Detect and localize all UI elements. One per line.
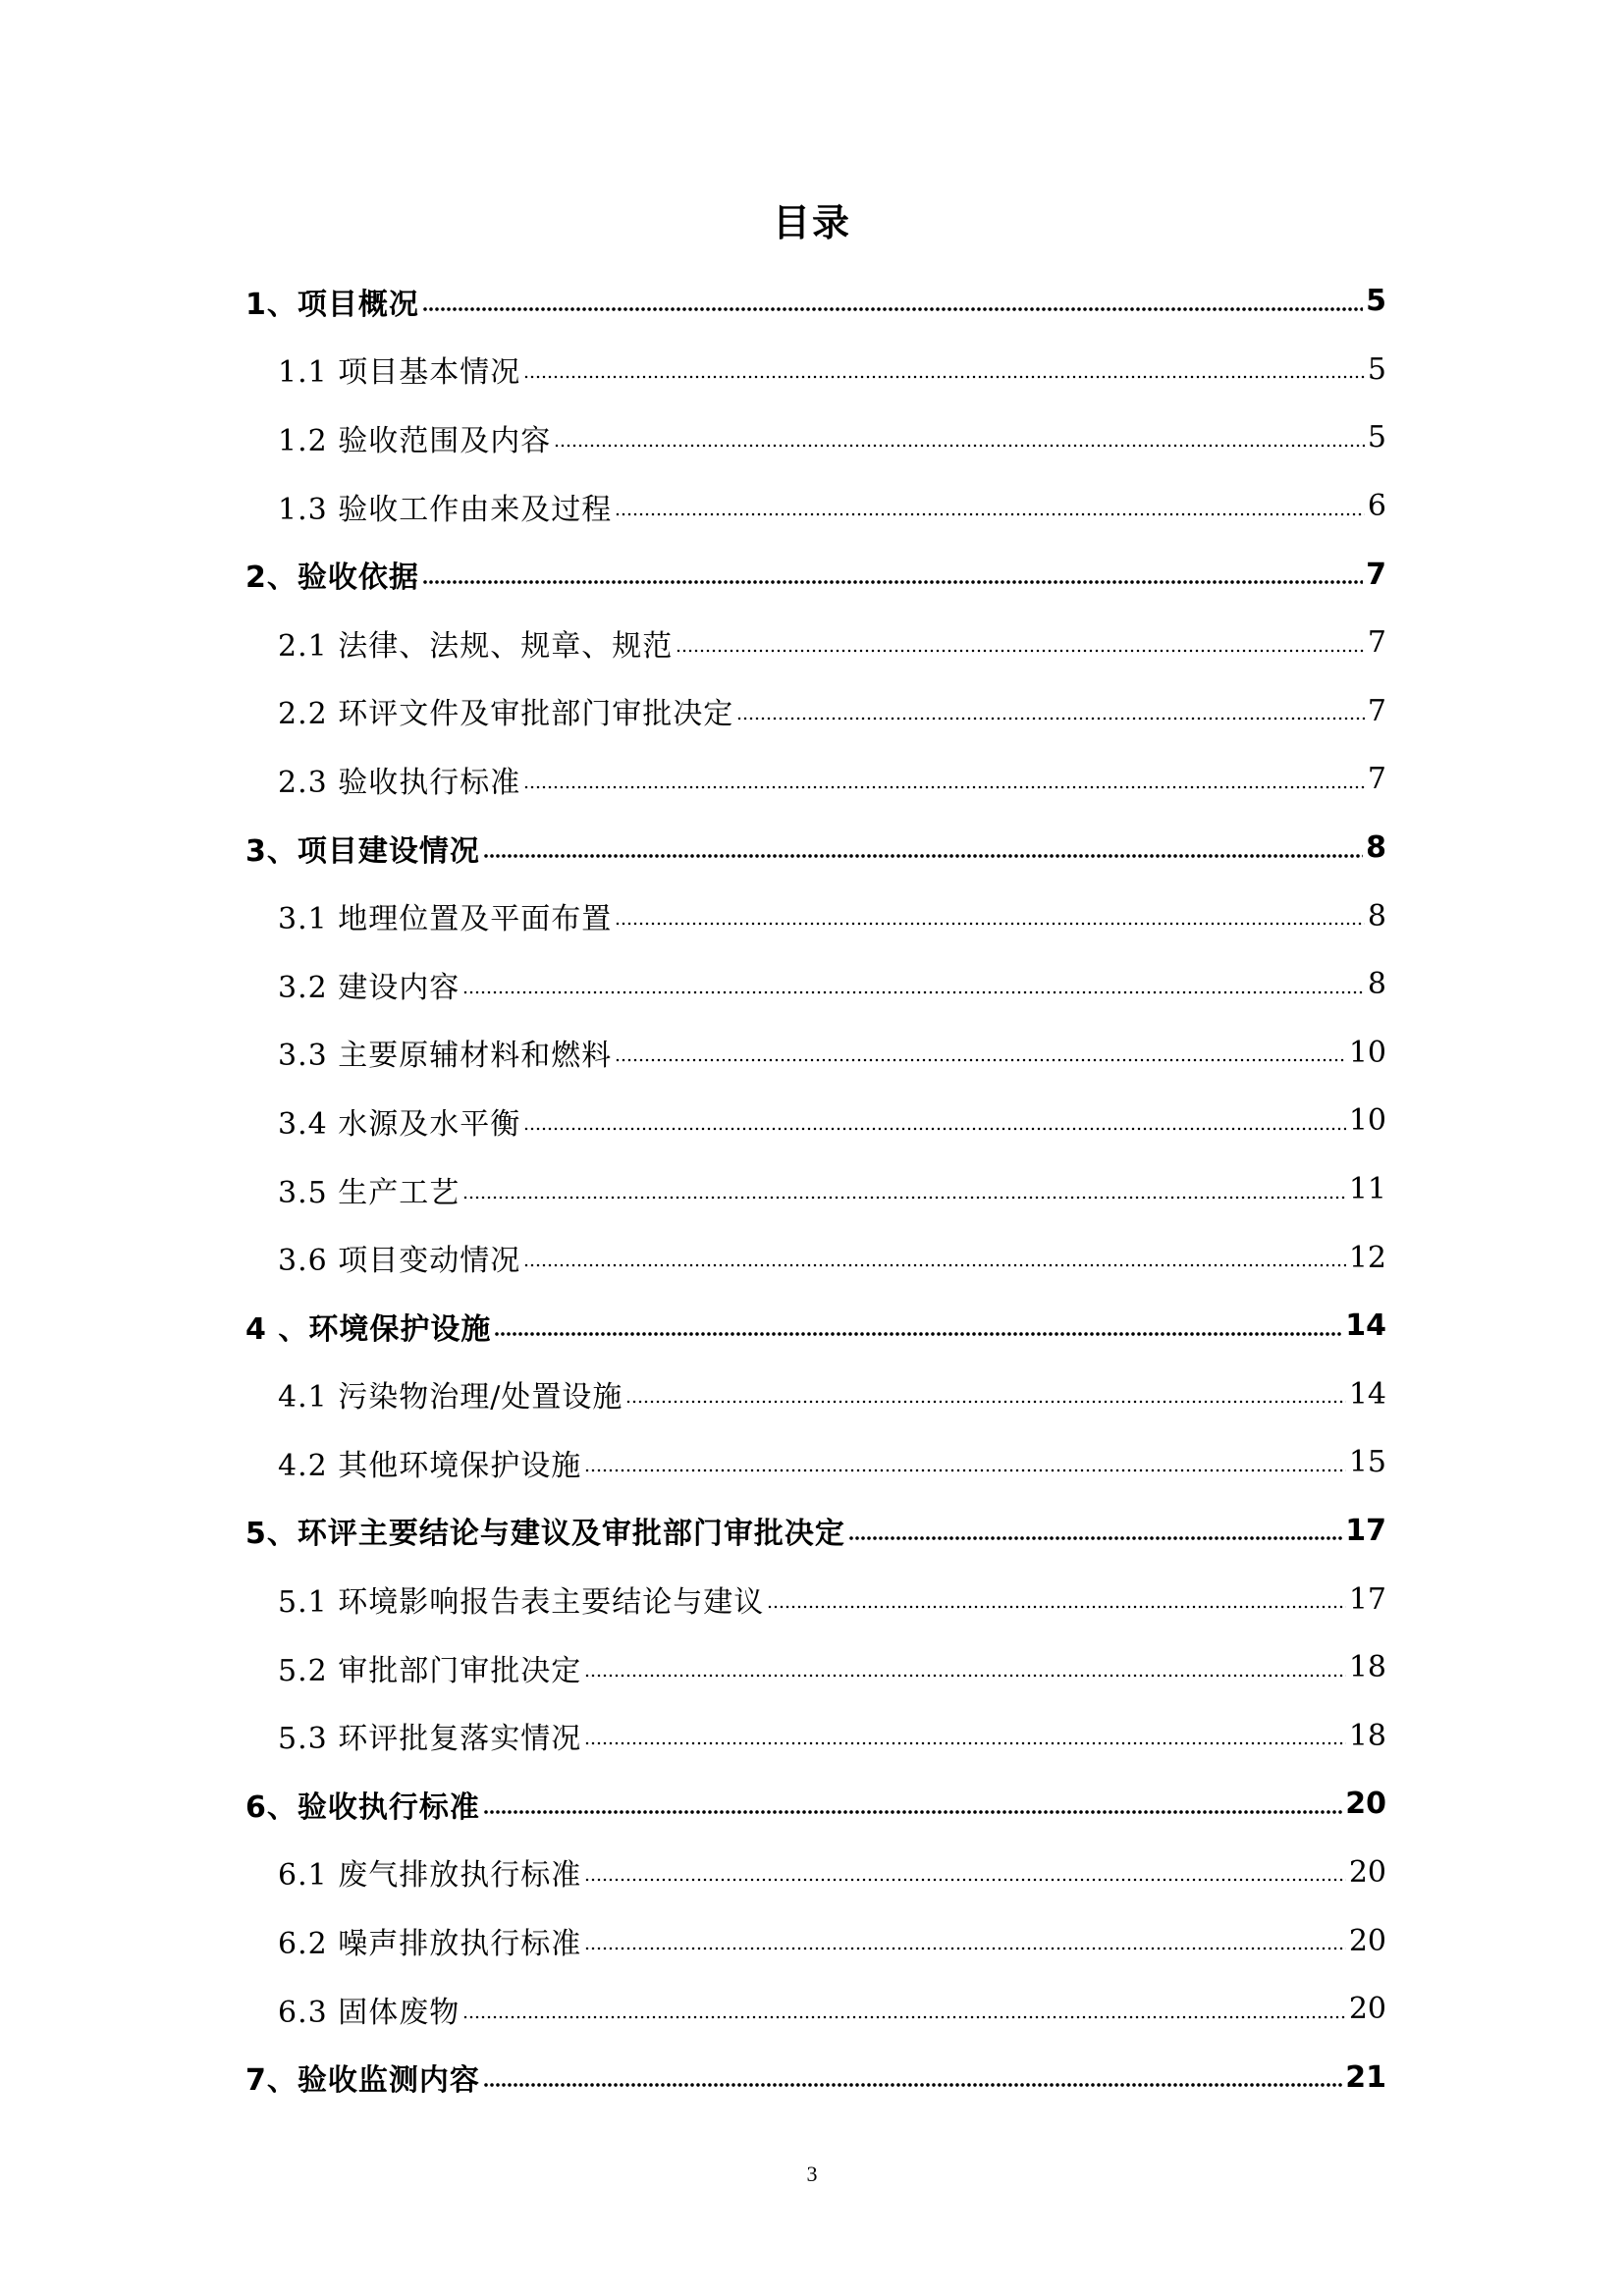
toc-entry-label: 1.3 验收工作由来及过程 bbox=[278, 492, 613, 527]
toc-dot-leader bbox=[462, 1193, 1346, 1202]
toc-entry-label: 5.3 环评批复落实情况 bbox=[278, 1722, 582, 1757]
toc-dot-leader bbox=[523, 372, 1365, 382]
toc-dot-leader bbox=[584, 1671, 1346, 1681]
toc-section-entry[interactable] bbox=[245, 1223, 1386, 1292]
toc-entry-page: 20 bbox=[1348, 1992, 1386, 2027]
toc-entry-page: 17 bbox=[1345, 1513, 1386, 1548]
toc-dot-leader bbox=[483, 851, 1363, 861]
toc-section-entry[interactable] bbox=[245, 1975, 1386, 2044]
toc-entry-label: 1、项目概况 bbox=[245, 287, 419, 322]
toc-chapter-entry[interactable] bbox=[245, 2043, 1386, 2111]
toc-entry-label: 1.1 项目基本情况 bbox=[278, 355, 521, 391]
toc-entry-page: 8 bbox=[1366, 830, 1386, 866]
toc-dot-leader bbox=[615, 509, 1365, 519]
toc-entry-page: 18 bbox=[1348, 1718, 1386, 1753]
toc-entry-page: 20 bbox=[1345, 1787, 1386, 1822]
toc-dot-leader bbox=[584, 1738, 1346, 1748]
toc-entry-label: 4.1 污染物治理/处置设施 bbox=[278, 1380, 623, 1415]
toc-dot-leader bbox=[615, 919, 1365, 929]
toc-section-entry[interactable] bbox=[245, 1633, 1386, 1702]
toc-dot-leader bbox=[625, 1397, 1345, 1407]
toc-section-entry[interactable] bbox=[245, 403, 1386, 472]
toc-dot-leader bbox=[462, 988, 1365, 997]
toc-entry-page: 21 bbox=[1345, 2059, 1386, 2095]
toc-section-entry[interactable] bbox=[245, 677, 1386, 746]
toc-dot-leader bbox=[494, 1329, 1342, 1339]
toc-entry-page: 10 bbox=[1348, 1035, 1386, 1070]
toc-dot-leader bbox=[523, 1260, 1346, 1270]
toc-entry-label: 3.4 水源及水平衡 bbox=[278, 1106, 521, 1142]
toc-dot-leader bbox=[483, 1807, 1342, 1817]
page-number: 3 bbox=[806, 2162, 818, 2186]
toc-section-entry[interactable] bbox=[245, 1361, 1386, 1429]
toc-entry-page: 7 bbox=[1367, 762, 1386, 797]
toc-dot-leader bbox=[736, 714, 1365, 723]
toc-entry-label: 3.5 生产工艺 bbox=[278, 1175, 460, 1210]
toc-entry-page: 5 bbox=[1367, 351, 1386, 387]
toc-entry-label: 3.1 地理位置及平面布置 bbox=[278, 902, 613, 937]
toc-section-entry[interactable] bbox=[245, 1906, 1386, 1975]
table-of-contents bbox=[245, 267, 1386, 2111]
toc-entry-page: 8 bbox=[1367, 967, 1386, 1002]
toc-chapter-entry[interactable] bbox=[245, 1770, 1386, 1839]
toc-entry-label: 6.3 固体废物 bbox=[278, 1995, 460, 2030]
toc-entry-label: 3.2 建设内容 bbox=[278, 970, 460, 1005]
toc-entry-page: 7 bbox=[1367, 693, 1386, 728]
toc-entry-label: 2.2 环评文件及审批部门审批决定 bbox=[278, 697, 734, 732]
toc-entry-page: 17 bbox=[1348, 1581, 1386, 1617]
toc-entry-label: 5、环评主要结论与建议及审批部门审批决定 bbox=[245, 1517, 845, 1552]
toc-section-entry[interactable] bbox=[245, 1839, 1386, 1907]
toc-entry-page: 6 bbox=[1367, 489, 1386, 524]
toc-section-entry[interactable] bbox=[245, 1565, 1386, 1633]
toc-dot-leader bbox=[523, 1124, 1346, 1134]
toc-entry-label: 5.1 环境影响报告表主要结论与建议 bbox=[278, 1585, 765, 1621]
toc-entry-label: 1.2 验收范围及内容 bbox=[278, 423, 552, 458]
toc-entry-page: 8 bbox=[1367, 898, 1386, 934]
toc-chapter-entry[interactable] bbox=[245, 540, 1386, 609]
toc-dot-leader bbox=[422, 304, 1363, 314]
toc-entry-page: 20 bbox=[1348, 1854, 1386, 1890]
toc-entry-label: 4.2 其他环境保护设施 bbox=[278, 1448, 582, 1483]
toc-section-entry[interactable] bbox=[245, 1701, 1386, 1770]
toc-entry-page: 20 bbox=[1348, 1923, 1386, 1958]
toc-entry-page: 14 bbox=[1348, 1376, 1386, 1412]
toc-entry-page: 7 bbox=[1367, 625, 1386, 661]
toc-chapter-entry[interactable] bbox=[245, 1292, 1386, 1361]
toc-section-entry[interactable] bbox=[245, 881, 1386, 950]
toc-section-entry[interactable] bbox=[245, 1428, 1386, 1497]
toc-dot-leader bbox=[767, 1602, 1346, 1612]
toc-entry-label: 2.3 验收执行标准 bbox=[278, 765, 521, 800]
toc-entry-label: 6、验收执行标准 bbox=[245, 1789, 480, 1825]
toc-section-entry[interactable] bbox=[245, 472, 1386, 541]
toc-dot-leader bbox=[462, 2012, 1346, 2022]
toc-entry-page: 14 bbox=[1345, 1308, 1386, 1344]
toc-entry-page: 7 bbox=[1366, 557, 1386, 592]
toc-entry-label: 2、验收依据 bbox=[245, 561, 419, 596]
toc-dot-leader bbox=[554, 441, 1365, 451]
toc-section-entry[interactable] bbox=[245, 609, 1386, 677]
toc-entry-page: 12 bbox=[1348, 1240, 1386, 1275]
toc-section-entry[interactable] bbox=[245, 1087, 1386, 1155]
toc-section-entry[interactable] bbox=[245, 1155, 1386, 1224]
toc-dot-leader bbox=[584, 1944, 1346, 1953]
toc-section-entry[interactable] bbox=[245, 336, 1386, 404]
toc-dot-leader bbox=[584, 1466, 1346, 1475]
toc-dot-leader bbox=[523, 782, 1365, 792]
toc-dot-leader bbox=[584, 1875, 1346, 1885]
toc-entry-page: 5 bbox=[1366, 284, 1386, 319]
toc-dot-leader bbox=[422, 577, 1363, 587]
toc-dot-leader bbox=[615, 1055, 1346, 1065]
toc-dot-leader bbox=[848, 1533, 1342, 1543]
toc-entry-label: 2.1 法律、法规、规章、规范 bbox=[278, 628, 674, 664]
page-title: 目录 bbox=[772, 201, 851, 244]
toc-entry-page: 15 bbox=[1348, 1445, 1386, 1480]
toc-entry-label: 6.1 废气排放执行标准 bbox=[278, 1858, 582, 1894]
toc-section-entry[interactable] bbox=[245, 950, 1386, 1019]
toc-dot-leader bbox=[483, 2080, 1342, 2090]
toc-entry-page: 5 bbox=[1367, 420, 1386, 455]
toc-entry-page: 18 bbox=[1348, 1650, 1386, 1685]
toc-entry-page: 10 bbox=[1348, 1103, 1386, 1139]
toc-entry-label: 3.3 主要原辅材料和燃料 bbox=[278, 1039, 613, 1074]
toc-entry-page: 11 bbox=[1348, 1172, 1386, 1207]
toc-dot-leader bbox=[676, 646, 1365, 656]
toc-entry-label: 4 、环境保护设施 bbox=[245, 1311, 492, 1347]
toc-section-entry[interactable] bbox=[245, 1019, 1386, 1088]
toc-entry-label: 3.6 项目变动情况 bbox=[278, 1244, 521, 1279]
toc-entry-label: 7、验收监测内容 bbox=[245, 2063, 480, 2099]
toc-entry-label: 5.2 审批部门审批决定 bbox=[278, 1653, 582, 1688]
toc-entry-label: 3、项目建设情况 bbox=[245, 833, 480, 869]
toc-entry-label: 6.2 噪声排放执行标准 bbox=[278, 1927, 582, 1962]
toc-chapter-entry[interactable] bbox=[245, 1497, 1386, 1566]
toc-chapter-entry[interactable] bbox=[245, 267, 1386, 336]
toc-section-entry[interactable] bbox=[245, 745, 1386, 814]
toc-chapter-entry[interactable] bbox=[245, 814, 1386, 882]
